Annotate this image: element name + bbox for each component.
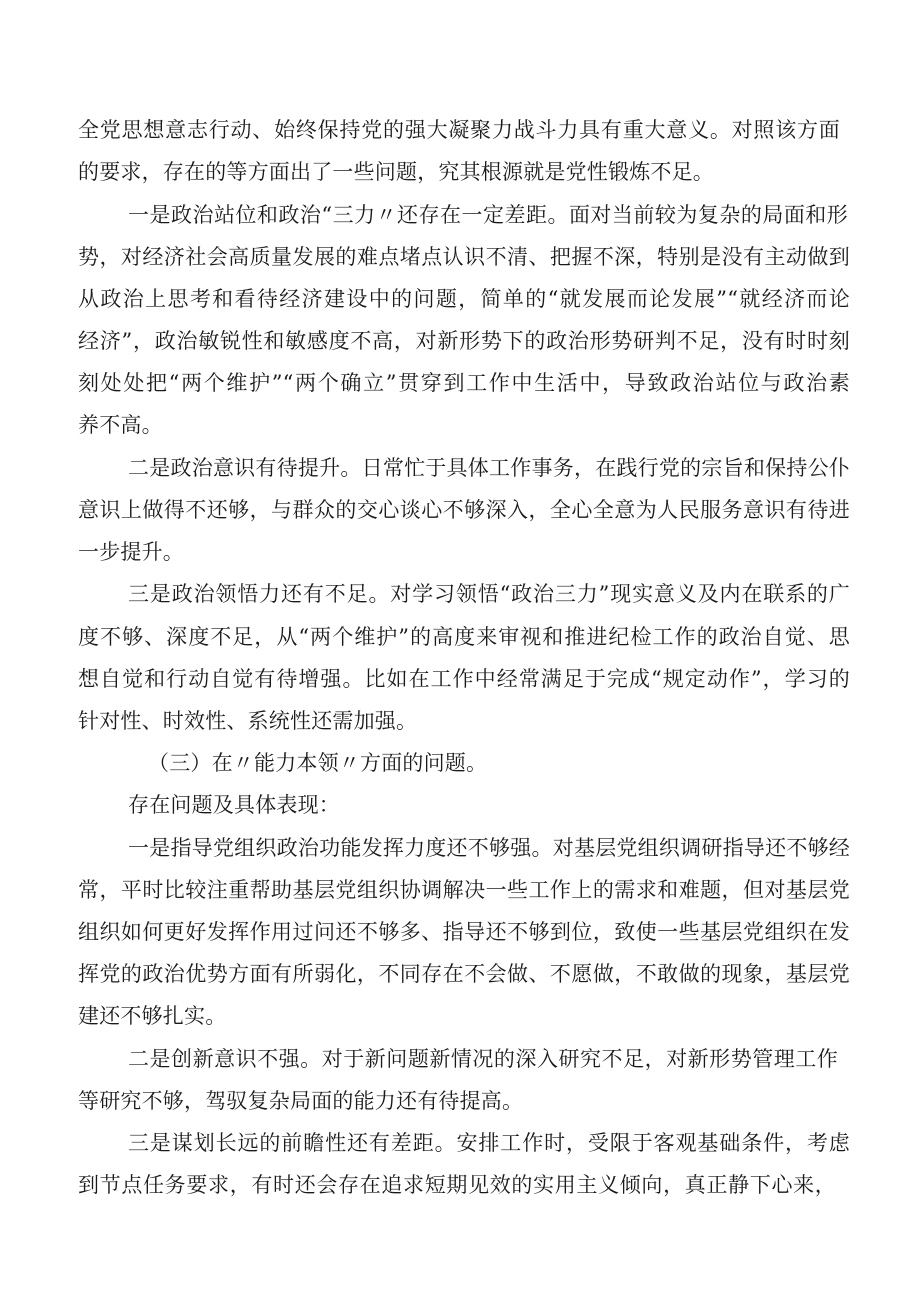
text-line-10: 意识上做得不还够，与群众的交心谈心不够深入，全心全意为人民服务意识有待进 [78, 498, 850, 522]
text-line-11: 一步提升。 [78, 540, 184, 564]
text-line-19: 常，平时比较注重帮助基层党组织协调解决一些工作上的需求和难题，但对基层党 [78, 878, 850, 902]
text-line-2: 的要求，存在的等方面出了一些问题，究其根源就是党性锻炼不足。 [78, 160, 714, 184]
text-line-5: 从政治上思考和看待经济建设中的问题，简单的“就发展而论发展”“就经济而论 [78, 287, 850, 311]
section-heading: （三）在〃能力本领〃方面的问题。 [148, 751, 488, 775]
text-line-21: 挥党的政治优势方面有所弱化，不同存在不会做、不愿做，不敢做的现象，基层党 [78, 962, 850, 986]
text-line-3: 一是政治站位和政治“三力〃还存在一定差距。面对当前较为复杂的局面和形 [128, 203, 848, 227]
text-line-4: 势，对经济社会高质量发展的难点堵点认识不清、把握不深，特别是没有主动做到 [78, 245, 850, 269]
text-line-24: 等研究不够，驾驭复杂局面的能力还有待提高。 [78, 1089, 524, 1113]
text-line-8: 养不高。 [78, 413, 163, 437]
text-line-13: 度不够、深度不足，从“两个维护”的高度来审视和推进纪检工作的政治自觉、思 [78, 625, 850, 649]
text-line-15: 针对性、时效性、系统性还需加强。 [78, 709, 418, 733]
text-line-7: 刻处处把“两个维护”“两个确立”贯穿到工作中生活中，导致政治站位与政治素 [78, 371, 850, 395]
text-line-9: 二是政治意识有待提升。日常忙于具体工作事务，在践行党的宗旨和保持公仆 [128, 456, 850, 480]
text-line-25: 三是谋划长远的前瞻性还有差距。安排工作时，受限于客观基础条件，考虑 [128, 1131, 850, 1155]
text-line-26: 到节点任务要求，有时还会存在追求短期见效的实用主义倾向，真正静下心来， [78, 1173, 836, 1197]
text-line-23: 二是创新意识不强。对于新问题新情况的深入研究不足，对新形势管理工作 [128, 1047, 838, 1071]
text-line-6: 经济”，政治敏锐性和敏感度不高，对新形势下的政治形势研判不足，没有时时刻 [78, 329, 850, 353]
subheading: 存在问题及具体表现： [128, 793, 340, 817]
text-line-1: 全党思想意志行动、始终保持党的强大凝聚力战斗力具有重大意义。对照该方面 [78, 118, 840, 142]
text-line-18: 一是指导党组织政治功能发挥力度还不够强。对基层党组织调研指导还不够经 [128, 836, 850, 860]
text-line-22: 建还不够扎实。 [78, 1004, 227, 1028]
text-line-12: 三是政治领悟力还有不足。对学习领悟“政治三力”现实意义及内在联系的广 [128, 582, 850, 606]
text-line-20: 组织如何更好发挥作用过问还不够多、指导还不够到位，致使一些基层党组织在发 [78, 920, 850, 944]
text-line-14: 想自觉和行动自觉有待增强。比如在工作中经常满足于完成“规定动作”，学习的 [78, 667, 850, 691]
